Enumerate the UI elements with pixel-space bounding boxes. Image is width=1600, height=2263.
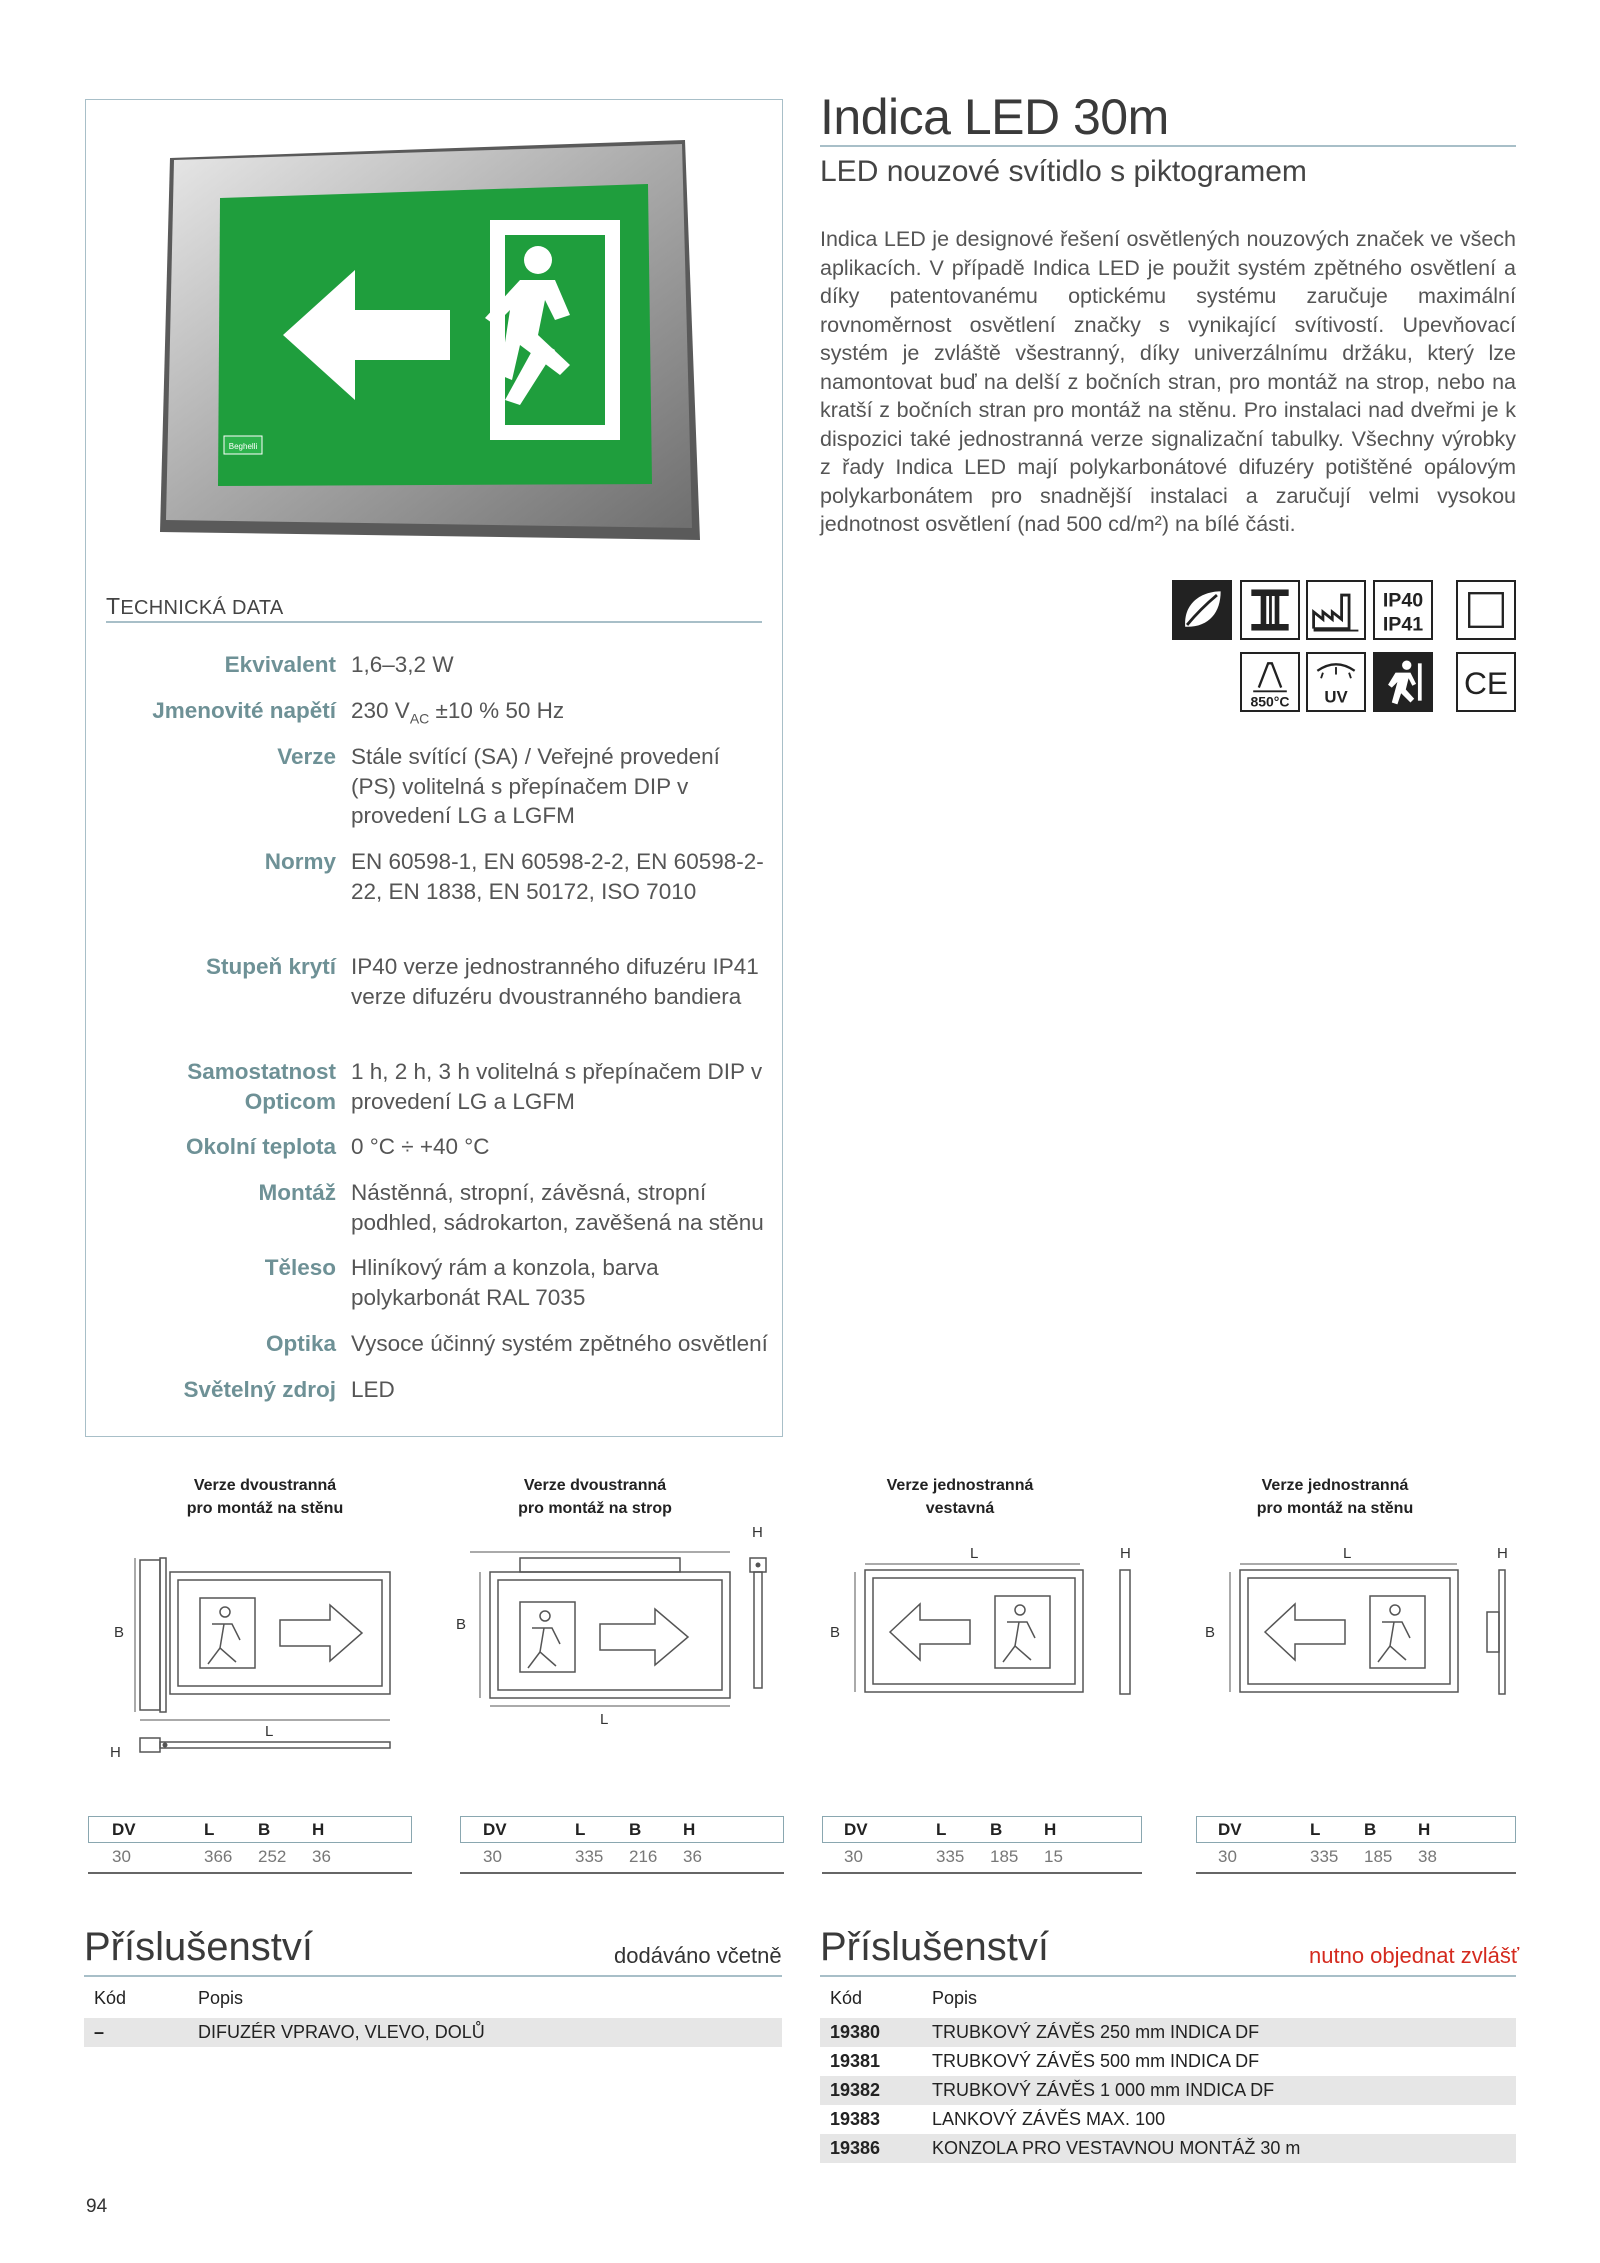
page-subtitle: LED nouzové svítidlo s piktogramem (820, 155, 1307, 188)
spec-value: IP40 verze jednostranného difuzéru IP41 verze difuzéru dvoustranného bandiera (351, 954, 759, 1009)
running-man-icon (1370, 1596, 1425, 1668)
diagram-caption-1 (150, 1474, 380, 1520)
accessory-code: – (94, 2022, 105, 2042)
cell: 38 (1418, 1846, 1437, 1866)
cell: 216 (629, 1846, 658, 1866)
dimension-table-4 (1218, 1816, 1468, 1870)
heading-initial: T (106, 593, 121, 619)
diagram-caption-4 (1220, 1474, 1450, 1520)
spec-value: 1 h, 2 h, 3 h volitelná s přepínačem DIP v provedení LG a LGFM (351, 1059, 763, 1114)
spec-value: Hliníkový rám a konzola, barva polykarbonát RAL 7035 (351, 1255, 659, 1310)
col-header: DV (112, 1819, 136, 1839)
accessory-desc: DIFUZÉR VPRAVO, VLEVO, DOLŮ (198, 2022, 485, 2042)
cell: 36 (312, 1846, 331, 1866)
dimension-table-3 (844, 1816, 1094, 1870)
dimension-table-2 (483, 1816, 733, 1870)
spec-value: Stále svítící (SA) / Veřejné provedení (PS) volitelná s přepínačem DIP v provedení LG a LGFM (351, 744, 720, 828)
table-header-row (1218, 1816, 1468, 1843)
dim-label-h: H (1497, 1545, 1508, 1562)
dim-label-l: L (265, 1723, 274, 1740)
table-header-row (112, 1816, 362, 1843)
col-header: L (204, 1819, 215, 1839)
page-title: Indica LED 30m (820, 89, 1169, 145)
list-item (820, 2018, 1516, 2047)
spec-label: Jmenovité napětí (152, 698, 336, 723)
ip-rating-icon (1373, 580, 1433, 640)
caption-line1: Verze jednostranná (886, 1477, 1034, 1494)
caption-line1: Verze jednostranná (1261, 1477, 1409, 1494)
col-header: DV (483, 1819, 507, 1839)
spec-value: EN 60598-1, EN 60598-2-2, EN 60598-2-22, EN 1838, EN 50172, ISO 7010 (351, 849, 764, 904)
spec-label: Montáž (258, 1180, 336, 1205)
caption-line1: Verze dvoustranná (193, 1477, 337, 1494)
product-photo (160, 140, 700, 540)
dimension-table-1 (112, 1816, 362, 1870)
running-man-icon (200, 1598, 255, 1668)
dim-label-l: L (970, 1545, 979, 1562)
cell: 252 (258, 1846, 287, 1866)
eco-leaf-icon (1172, 580, 1232, 640)
spec-label: Těleso (264, 1255, 336, 1280)
table-row (112, 1843, 362, 1870)
list-item (820, 2105, 1516, 2134)
col-header: H (683, 1819, 696, 1839)
dim-table-4-rule (1196, 1872, 1516, 1874)
col-header: L (1310, 1819, 1321, 1839)
list-item (820, 2047, 1516, 2076)
accessories-order-note: nutno objednat zvlášť (1309, 1943, 1520, 1968)
cell: 335 (936, 1846, 965, 1866)
col-header: B (990, 1819, 1003, 1839)
caption-line2: pro montáž na strop (518, 1500, 672, 1517)
arrow-right-icon (280, 1605, 362, 1661)
cell: 30 (112, 1846, 131, 1866)
running-man-icon (520, 1602, 575, 1672)
running-man-icon (995, 1596, 1050, 1668)
caption-line2: vestavná (925, 1500, 995, 1517)
dim-table-3-rule (822, 1872, 1142, 1874)
ce-mark-icon (1456, 652, 1516, 712)
title-divider (820, 145, 1516, 147)
spec-label: Ekvivalent (224, 652, 336, 677)
cell: 30 (844, 1846, 863, 1866)
accessory-code: 19380 (830, 2022, 881, 2042)
accessories-included-note: dodáváno včetně (614, 1943, 782, 1968)
dim-label-b: B (1205, 1624, 1216, 1641)
accessory-desc: TRUBKOVÝ ZÁVĚS 500 mm INDICA DF (932, 2051, 1260, 2071)
col-header: H (1418, 1819, 1431, 1839)
col-desc: Popis (198, 1988, 244, 2008)
dim-table-2-rule (460, 1872, 784, 1874)
accessory-code: 19382 (830, 2080, 881, 2100)
ip40-text: IP40 (1382, 589, 1424, 612)
col-header: DV (1218, 1819, 1242, 1839)
uv-icon (1306, 652, 1366, 712)
running-man-icon (1373, 652, 1433, 712)
accessory-desc: LANKOVÝ ZÁVĚS MAX. 100 (932, 2109, 1166, 2129)
col-header: H (312, 1819, 325, 1839)
spec-value: LED (351, 1377, 395, 1402)
product-description: Indica LED je designové řešení osvětlených nouzových značek ve všech aplikacích. V případě Indica LED je použit systém zpětného osvětlení a díky patentovanému optickému systému zaručuje maximální rovnoměrnost osvětlení značky s vynikající svítivostí. Upevňovací systém je zvláště všestranný, díky univerzálnímu držáku, který lze namontovat buď na delší z bočních stran, pro montáž na strop, nebo na kratší z bočních stran pro montáž na stěnu. Pro instalaci nad dveřmi je k dispozici také jednostranná verze signalizační tabulky. Všechny výrobky z řady Indica LED mají polykarbonátové difuzéry potištěné opálovým polykarbonátem pro snadnější instalaci a zaručují velmi vysokou jednotnost osvětlení (nad 500 cd/m²) na bílé části. (820, 227, 1516, 536)
accessories-included-header (84, 1984, 782, 2013)
cell: 36 (683, 1846, 702, 1866)
dim-label-b: B (456, 1616, 467, 1633)
list-item (820, 2134, 1516, 2163)
spec-value: 0 °C ÷ +40 °C (351, 1134, 490, 1159)
spec-value (351, 696, 771, 734)
page-number: 94 (86, 2196, 108, 2217)
accessory-code: 19386 (830, 2138, 881, 2158)
spec-label: Verze (277, 744, 336, 769)
square-icon (1456, 580, 1516, 640)
spec-value: 1,6–3,2 W (351, 652, 454, 677)
accessories-included-divider (84, 1975, 782, 1977)
cell: 185 (990, 1846, 1019, 1866)
col-header: L (936, 1819, 947, 1839)
spec-value-after: ±10 % 50 Hz (429, 698, 565, 723)
accessory-desc: TRUBKOVÝ ZÁVĚS 250 mm INDICA DF (932, 2022, 1260, 2042)
technical-data-heading (106, 593, 284, 620)
dim-label-b: B (830, 1624, 841, 1641)
spec-value: Vysoce účinný systém zpětného osvětlení (351, 1331, 768, 1356)
arrow-left-icon (890, 1604, 970, 1660)
dim-label-h: H (1120, 1545, 1131, 1562)
col-header: B (629, 1819, 642, 1839)
column-icon (1240, 580, 1300, 640)
arrow-left-icon (1265, 1604, 1345, 1660)
ip41-text: IP41 (1382, 613, 1424, 636)
glow-wire-text: 850°C (1250, 693, 1290, 710)
table-header-row (483, 1816, 733, 1843)
diagram-wall-single (1195, 1540, 1535, 1720)
dim-label-h: H (752, 1524, 763, 1541)
col-header: H (1044, 1819, 1057, 1839)
cell: 30 (1218, 1846, 1237, 1866)
spec-label: Optika (265, 1331, 336, 1356)
spec-label: Okolní teplota (185, 1134, 336, 1159)
col-header: DV (844, 1819, 868, 1839)
accessories-order-header (820, 1984, 1516, 2013)
caption-line2: pro montáž na stěnu (1256, 1500, 1414, 1517)
caption-line1: Verze dvoustranná (523, 1477, 667, 1494)
table-row (844, 1843, 1094, 1870)
cell: 30 (483, 1846, 502, 1866)
cell: 335 (1310, 1846, 1339, 1866)
spec-value: Nástěnná, stropní, závěsná, stropní podhled, sádrokarton, zavěšená na stěnu (351, 1180, 764, 1235)
col-header: B (258, 1819, 271, 1839)
spec-label: Světelný zdroj (183, 1377, 336, 1402)
brand-label-text: Beghelli (228, 442, 258, 451)
technical-data-divider (106, 621, 762, 623)
col-desc: Popis (932, 1988, 978, 2008)
glow-wire-icon (1240, 652, 1300, 712)
col-code: Kód (830, 1988, 863, 2008)
list-item (84, 2018, 782, 2047)
spec-label: Normy (264, 849, 336, 874)
dim-label-h: H (110, 1744, 121, 1761)
diagram-recessed-single (820, 1540, 1160, 1720)
cell: 185 (1364, 1846, 1393, 1866)
col-code: Kód (94, 1988, 127, 2008)
accessories-order-title: Příslušenství (820, 1925, 1049, 1969)
spec-value-main: 230 V (351, 698, 410, 723)
spec-label: Stupeň krytí (205, 954, 336, 979)
table-header-row (844, 1816, 1094, 1843)
dim-label-l: L (1343, 1545, 1352, 1562)
col-header: L (575, 1819, 586, 1839)
uv-text: UV (1324, 687, 1348, 707)
accessory-code: 19383 (830, 2109, 881, 2129)
heading-rest: ECHNICKÁ DATA (120, 597, 284, 619)
list-item (820, 2076, 1516, 2105)
table-row (1218, 1843, 1468, 1870)
diagram-wall-double (100, 1540, 400, 1780)
cell: 335 (575, 1846, 604, 1866)
spec-label-line2: Opticom (244, 1088, 336, 1114)
spec-label-line1: Samostatnost (187, 1059, 336, 1084)
industry-icon (1306, 580, 1366, 640)
spec-label (106, 1057, 336, 1116)
diagram-caption-3 (845, 1474, 1075, 1520)
dim-label-l: L (600, 1711, 609, 1728)
accessories-order-divider (820, 1975, 1516, 1977)
arrow-right-icon (600, 1609, 688, 1665)
col-header: B (1364, 1819, 1377, 1839)
table-row (483, 1843, 733, 1870)
dim-table-1-rule (88, 1872, 412, 1874)
accessory-desc: TRUBKOVÝ ZÁVĚS 1 000 mm INDICA DF (932, 2080, 1275, 2100)
caption-line2: pro montáž na stěnu (186, 1500, 344, 1517)
cell: 366 (204, 1846, 233, 1866)
accessories-included-title: Příslušenství (84, 1925, 313, 1969)
cell: 15 (1044, 1846, 1063, 1866)
accessory-desc: KONZOLA PRO VESTAVNOU MONTÁŽ 30 m (932, 2138, 1301, 2158)
ce-text: CE (1463, 665, 1509, 702)
accessory-code: 19381 (830, 2051, 881, 2071)
dim-label-b: B (114, 1624, 125, 1641)
diagram-ceiling-double (450, 1510, 790, 1760)
spec-value-sub: AC (409, 710, 430, 727)
